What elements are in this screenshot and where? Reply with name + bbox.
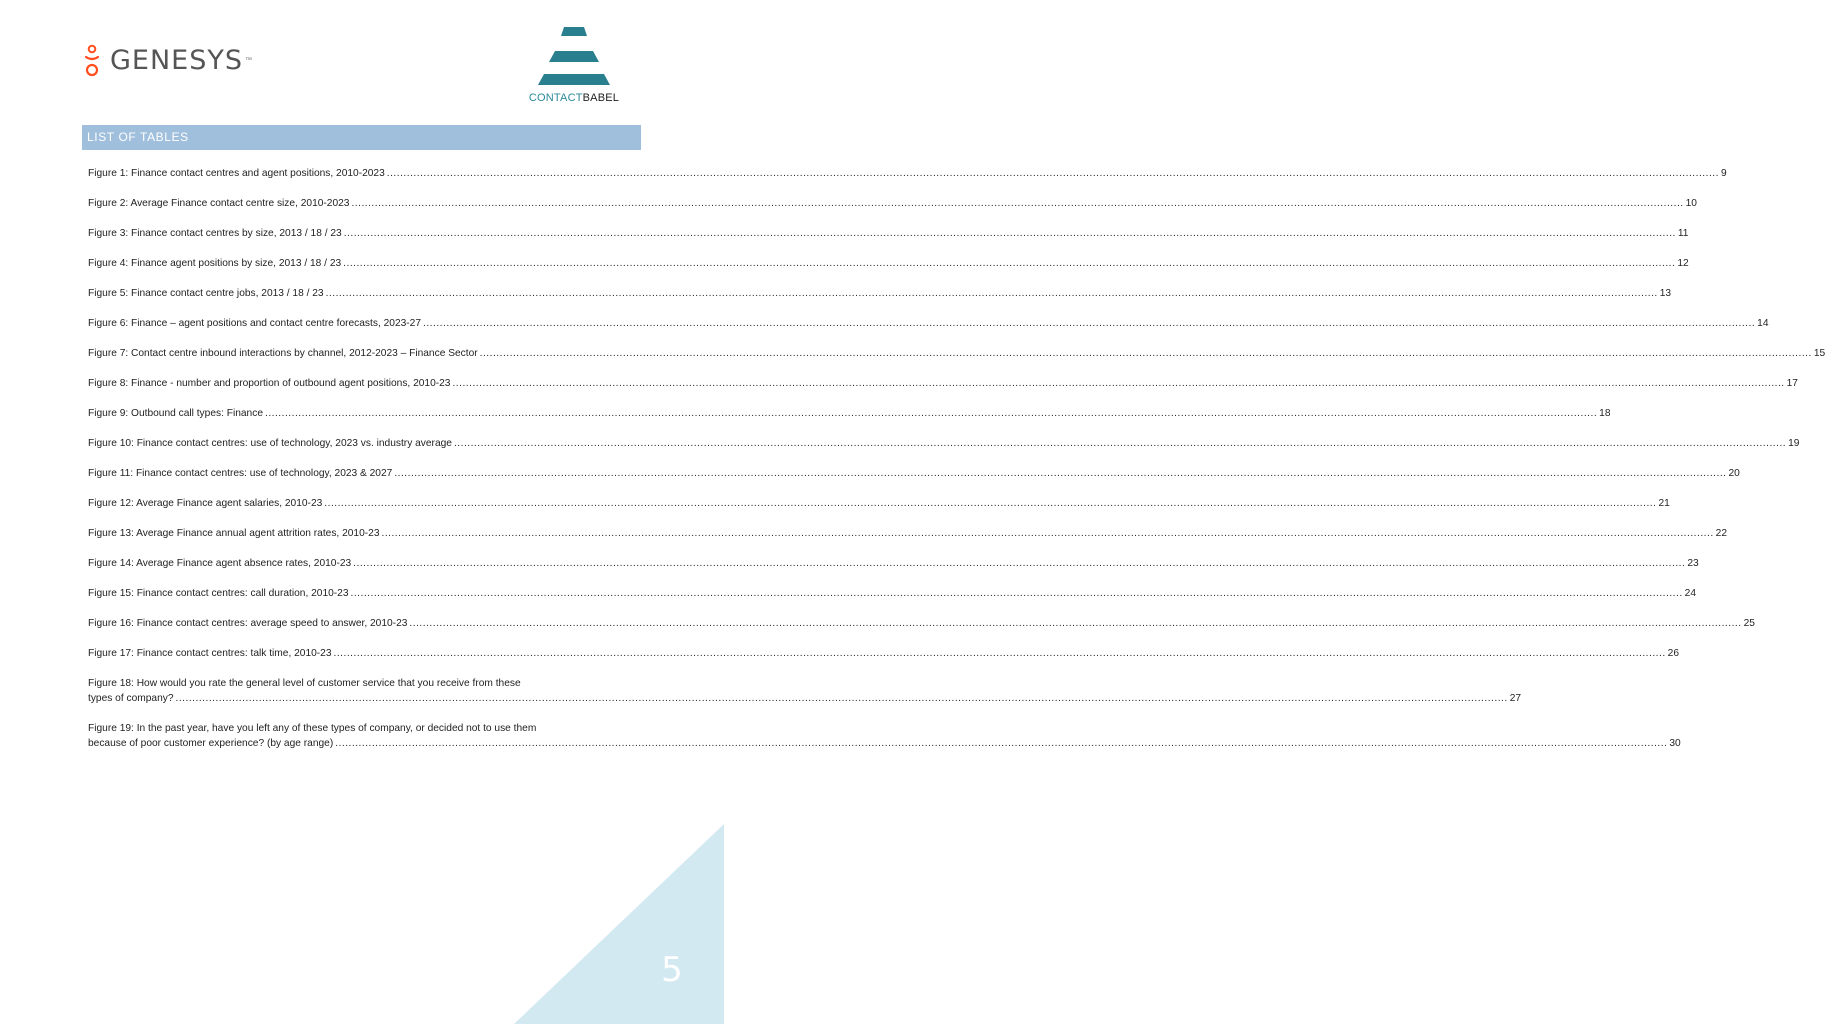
toc-leader-dots: ................................................................................................................................................................................................................................................................................................................................................................................................................ <box>409 618 1742 629</box>
toc-entry[interactable] <box>88 556 1699 571</box>
genesys-logo <box>82 44 252 78</box>
toc-entry[interactable] <box>88 286 1672 301</box>
toc-entry[interactable] <box>88 721 1681 751</box>
toc-entry-page: 23 <box>1687 558 1699 569</box>
contactbabel-wordmark-part2: BABEL <box>582 92 620 104</box>
toc-entry[interactable] <box>88 436 1800 451</box>
toc-leader-dots: ................................................................................................................................................................................................................................................................................................................................................................................................................ <box>343 258 1676 269</box>
toc-leader-dots: ................................................................................................................................................................................................................................................................................................................................................................................................................ <box>350 588 1683 599</box>
toc-entry-title: Figure 9: Outbound call types: Finance <box>88 408 263 419</box>
toc-entry-page: 12 <box>1677 258 1689 269</box>
toc-entry-title: Figure 1: Finance contact centres and agent positions, 2010-2023 <box>88 168 385 179</box>
toc-entry-page: 10 <box>1685 198 1697 209</box>
toc-entry-title: Figure 2: Average Finance contact centre size, 2010-2023 <box>88 198 350 209</box>
genesys-wordmark: GENESYS <box>110 45 244 76</box>
toc-leader-dots: ................................................................................................................................................................................................................................................................................................................................................................................................................ <box>325 288 1658 299</box>
toc-entry-title: Figure 5: Finance contact centre jobs, 2013 / 18 / 23 <box>88 288 324 299</box>
toc-entry-title: Figure 19: In the past year, have you left any of these types of company, or decided not to use them <box>88 723 537 734</box>
toc-entry-title: Figure 11: Finance contact centres: use of technology, 2023 & 2027 <box>88 468 393 479</box>
toc-entry-title: Figure 10: Finance contact centres: use of technology, 2023 vs. industry average <box>88 438 452 449</box>
toc-entry-title-continued: types of company? <box>88 693 174 704</box>
toc-entry-page: 11 <box>1677 228 1689 239</box>
toc-entry[interactable] <box>88 346 1825 361</box>
toc-leader-dots: ................................................................................................................................................................................................................................................................................................................................................................................................................ <box>333 648 1666 659</box>
toc-entry[interactable] <box>88 196 1697 211</box>
toc-entry-title: Figure 7: Contact centre inbound interactions by channel, 2012-2023 – Finance Sector <box>88 348 478 359</box>
toc-leader-dots: ................................................................................................................................................................................................................................................................................................................................................................................................................ <box>324 498 1657 509</box>
toc-entry-page: 9 <box>1720 168 1727 179</box>
toc-entry-title: Figure 14: Average Finance agent absence rates, 2010-23 <box>88 558 352 569</box>
toc-entry-page: 19 <box>1788 438 1800 449</box>
toc-leader-dots: ................................................................................................................................................................................................................................................................................................................................................................................................................ <box>264 408 1598 419</box>
toc-entry[interactable] <box>88 376 1798 391</box>
list-of-tables <box>88 166 1825 766</box>
toc-entry[interactable] <box>88 226 1689 241</box>
toc-entry[interactable] <box>88 676 1522 706</box>
toc-leader-dots: ................................................................................................................................................................................................................................................................................................................................................................................................................ <box>453 438 1787 449</box>
section-title: LIST OF TABLES <box>82 125 641 150</box>
toc-leader-dots: ................................................................................................................................................................................................................................................................................................................................................................................................................ <box>353 558 1686 569</box>
genesys-trademark: ™ <box>245 57 253 64</box>
toc-entry-title: Figure 15: Finance contact centres: call duration, 2010-23 <box>88 588 349 599</box>
contactbabel-wordmark-part1: CONTACT <box>528 92 583 104</box>
toc-entry-title: Figure 18: How would you rate the general level of customer service that you receive from these <box>88 678 521 689</box>
toc-entry-page: 18 <box>1599 408 1611 419</box>
toc-entry[interactable] <box>88 646 1680 661</box>
toc-leader-dots: ................................................................................................................................................................................................................................................................................................................................................................................................................ <box>335 738 1668 749</box>
page-number: 5 <box>661 950 683 990</box>
contactbabel-wordmark <box>516 92 632 104</box>
toc-entry[interactable] <box>88 466 1740 481</box>
toc-leader-dots: ................................................................................................................................................................................................................................................................................................................................................................................................................ <box>351 198 1684 209</box>
toc-entry-page: 24 <box>1684 588 1697 599</box>
toc-entry-title-continued: because of poor customer experience? (by age range) <box>88 738 334 749</box>
toc-entry-title: Figure 3: Finance contact centres by size, 2013 / 18 / 23 <box>88 228 342 239</box>
toc-leader-dots: ................................................................................................................................................................................................................................................................................................................................................................................................................ <box>381 528 1714 539</box>
toc-entry[interactable] <box>88 256 1689 271</box>
toc-entry-page: 27 <box>1509 693 1522 704</box>
toc-entry-title: Figure 13: Average Finance annual agent attrition rates, 2010-23 <box>88 528 380 539</box>
toc-entry-page: 21 <box>1658 498 1670 509</box>
toc-entry-title: Figure 8: Finance - number and proportion of outbound agent positions, 2010-23 <box>88 378 451 389</box>
toc-leader-dots: ................................................................................................................................................................................................................................................................................................................................................................................................................ <box>479 348 1812 359</box>
toc-entry[interactable] <box>88 406 1611 421</box>
toc-entry-page: 14 <box>1757 318 1769 329</box>
toc-leader-dots: ................................................................................................................................................................................................................................................................................................................................................................................................................ <box>175 693 1508 704</box>
toc-entry-page: 30 <box>1669 738 1681 749</box>
genesys-mark-icon <box>82 44 102 78</box>
toc-entry[interactable] <box>88 526 1727 541</box>
toc-entry-page: 20 <box>1728 468 1740 479</box>
toc-entry[interactable] <box>88 496 1670 511</box>
toc-leader-dots: ................................................................................................................................................................................................................................................................................................................................................................................................................ <box>386 168 1719 179</box>
toc-entry-title: Figure 12: Average Finance agent salaries, 2010-23 <box>88 498 323 509</box>
toc-entry-page: 15 <box>1813 348 1825 359</box>
toc-entry[interactable] <box>88 166 1727 181</box>
toc-leader-dots: ................................................................................................................................................................................................................................................................................................................................................................................................................ <box>343 228 1676 239</box>
toc-leader-dots: ................................................................................................................................................................................................................................................................................................................................................................................................................ <box>394 468 1727 479</box>
toc-entry-page: 22 <box>1715 528 1727 539</box>
toc-entry[interactable] <box>88 316 1769 331</box>
corner-decoration <box>514 824 724 1024</box>
toc-entry-title: Figure 16: Finance contact centres: average speed to answer, 2010-23 <box>88 618 408 629</box>
toc-entry-page: 13 <box>1659 288 1672 299</box>
toc-entry-title: Figure 6: Finance – agent positions and contact centre forecasts, 2023-27 <box>88 318 421 329</box>
toc-entry[interactable] <box>88 616 1755 631</box>
toc-entry-page: 17 <box>1786 378 1798 389</box>
toc-entry[interactable] <box>88 586 1697 601</box>
toc-entry-page: 25 <box>1743 618 1755 629</box>
toc-entry-title: Figure 17: Finance contact centres: talk time, 2010-23 <box>88 648 332 659</box>
toc-entry-page: 26 <box>1667 648 1680 659</box>
toc-leader-dots: ................................................................................................................................................................................................................................................................................................................................................................................................................ <box>452 378 1785 389</box>
toc-entry-title: Figure 4: Finance agent positions by size, 2013 / 18 / 23 <box>88 258 342 269</box>
toc-leader-dots: ................................................................................................................................................................................................................................................................................................................................................................................................................ <box>423 318 1756 329</box>
